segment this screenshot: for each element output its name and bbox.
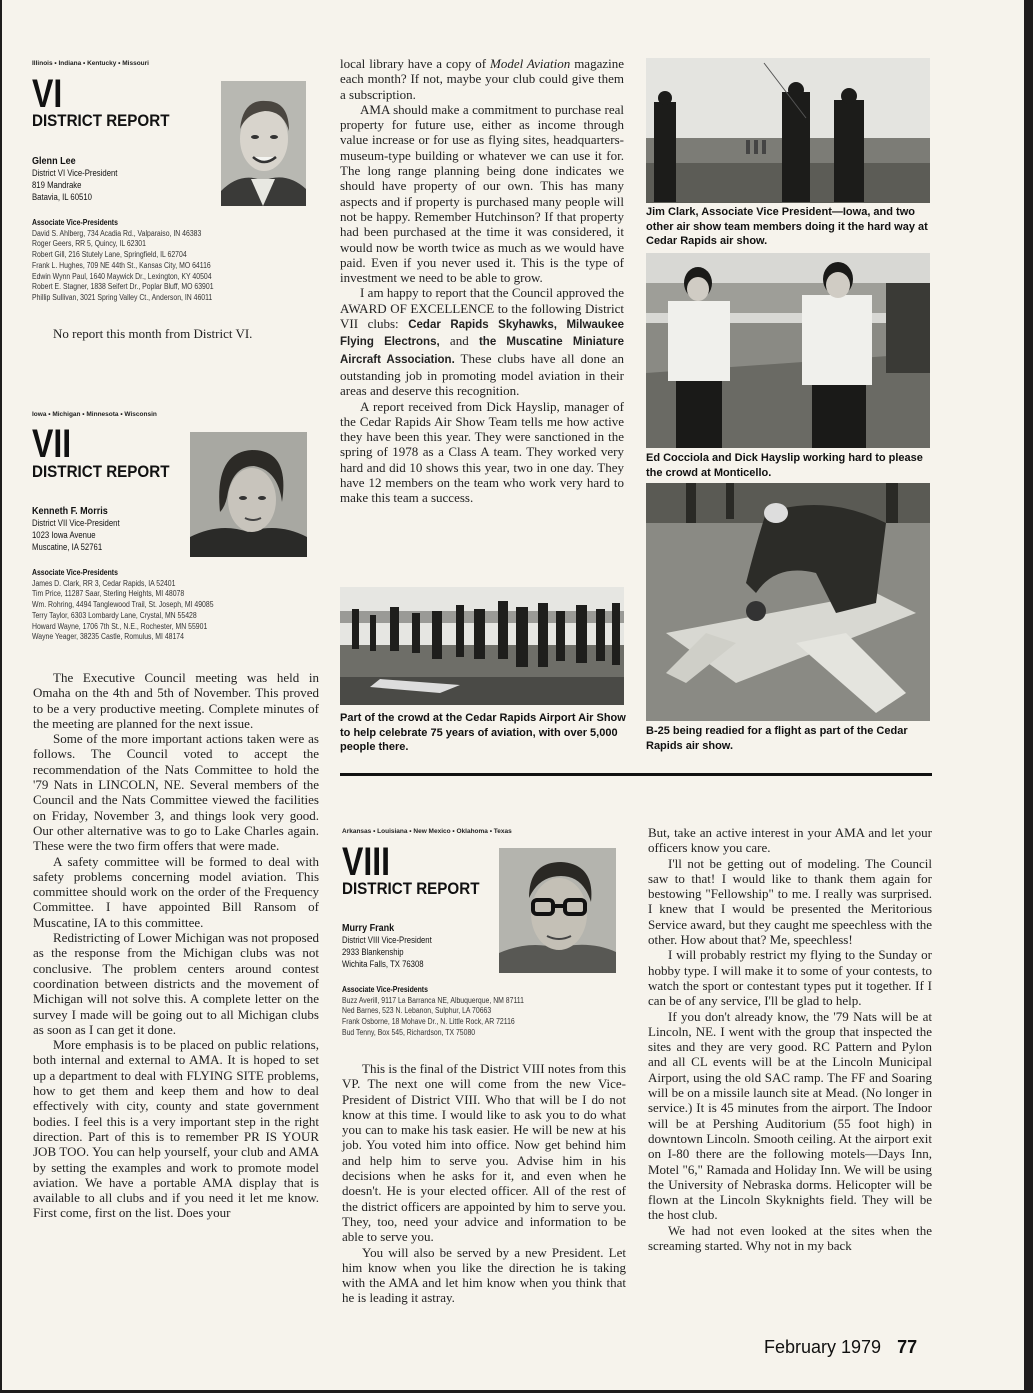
- assoc-vp: Wm. Rohring, 4494 Tanglewood Trail, St. Joseph, MI 49085: [32, 600, 214, 610]
- district-8-column-1: [342, 1061, 626, 1306]
- murry-frank-portrait: [499, 848, 616, 973]
- district-7-numeral: VII: [32, 422, 72, 466]
- air-show-crowd-photo: [340, 587, 624, 705]
- assoc-vp: David S. Ahlberg, 734 Acadia Rd., Valparaiso, IN 46383: [32, 228, 202, 238]
- district-6-vp-address2: Batavia, IL 60510: [32, 192, 92, 202]
- paragraph: I will probably restrict my flying to the Sunday or hobby type. I will make it to some of your contests, to watch the sport or contestant types put it together. If I can be of any service, I'll be glad to help.: [648, 947, 932, 1009]
- district-6-vp-title: District VI Vice-President: [32, 168, 118, 178]
- paragraph: Redistricting of Lower Michigan was not proposed as the response from the Michigan clubs was not conclusive. The problem centers around contest coordination between districts and the movement of Michigan will not solve this. A complete letter on the survey I made will be going out to all Michigan clubs as soon as I can get it done.: [33, 930, 319, 1037]
- paragraph: AMA should make a commitment to purchase real property for future use, either as income through value increase or for use as flying sites, headquarters-museum-type building or whatever we can use it for. The long range planning being done indicates we should have property of our own. This has many aspects and if property is purchased many people will not be happy. Remember Hutchinson? If that property had been purchased at the time it was considered, it would now be worth twice as much as we would have paid. Even if you never used it. This is the type of investment we need to be able to grow.: [340, 101, 624, 286]
- magazine-page: [2, 0, 1024, 1390]
- district-6-heading: DISTRICT REPORT: [32, 112, 170, 130]
- district-8-vp-block: [342, 922, 432, 970]
- district-8-assoc-heading: Associate Vice-Presidents: [342, 985, 428, 994]
- district-7-vp-address2: Muscatine, IA 52761: [32, 542, 103, 552]
- assoc-vp: Robert E. Stagner, 1838 Seifert Dr., Poplar Bluff, MO 63901: [32, 282, 214, 292]
- district-6-vp-name: Glenn Lee: [32, 155, 76, 167]
- page-number: 77: [897, 1337, 918, 1357]
- district-8-heading: DISTRICT REPORT: [342, 880, 480, 898]
- jim-clark-caption: Jim Clark, Associate Vice President—Iowa, and two other air show team members doing it the hard way at Cedar Rapids air show.: [646, 206, 928, 248]
- club-names: the Muscatine Miniature Aircraft Association.: [340, 336, 624, 366]
- district-8-vp-address2: Wichita Falls, TX 76308: [342, 959, 424, 969]
- issue-date: February 1979: [764, 1337, 882, 1357]
- district-7-vp-name: Kenneth F. Morris: [32, 505, 108, 517]
- assoc-vp: James D. Clark, RR 3, Cedar Rapids, IA 52401: [32, 578, 176, 588]
- assoc-vp: Edwin Wynn Paul, 1640 Maywick Dr., Lexington, KY 40504: [32, 271, 212, 281]
- paragraph: We had not even looked at the sites when the screaming started. Why not in my back: [648, 1222, 932, 1254]
- district-8-assoc-list: [342, 985, 524, 1039]
- paragraph: This is the final of the District VIII notes from this VP. The next one will come from the new Vice-President of District VIII. Who that will be I do not know at this time. I would like to ask you to do what you can to make his task easier. He will be new at his job. You voted him into office. Now get behind him and help him to serve you. Advise him in his decisions when he asks for it, and even when he doesn't. He is your elected officer. All of the rest of the district officers are appointed by him to serve you. They, too, need your advice and information to be able to serve you.: [342, 1061, 626, 1245]
- paragraph: The Executive Council meeting was held in Omaha on the 4th and 5th of November. This proved to be a very productive meeting. Complete minutes of the meeting are planned for the next issue.: [33, 670, 319, 731]
- assoc-vp: Buzz Averill, 9117 La Barranca NE, Albuquerque, NM 87111: [342, 995, 524, 1005]
- assoc-vp: Tim Price, 11287 Saar, Sterling Heights, MI 48078: [32, 589, 185, 599]
- paragraph: I am happy to report that the Council approved the AWARD OF EXCELLENCE to the following District VII clubs: Cedar Rapids Skyhawks, Milwaukee Flying Electrons, and the Muscatine Miniature Aircraft Association. These clubs have all done an outstanding job in promoting model aviation in their areas and deserve this recognition.: [340, 285, 624, 399]
- page-footer: [764, 1337, 917, 1358]
- district-6-vp-address1: 819 Mandrake: [32, 180, 82, 190]
- district-7-assoc-list: [32, 568, 214, 643]
- section-divider: [340, 773, 932, 776]
- paragraph: But, take an active interest in your AMA and let your officers know you care.: [648, 825, 932, 856]
- assoc-vp: Bud Tenny, Box 545, Richardson, TX 75080: [342, 1027, 476, 1037]
- assoc-vp: Robert Gill, 216 Stutely Lane, Springfield, IL 62704: [32, 250, 187, 260]
- district-6-vp-block: [32, 155, 117, 203]
- assoc-vp: Roger Geers, RR 5, Quincy, IL 62301: [32, 239, 146, 249]
- district-8-vp-title: District VIII Vice-President: [342, 935, 432, 945]
- assoc-vp: Terry Taylor, 6303 Lombardy Lane, Crystal, MN 55428: [32, 610, 197, 620]
- cocciola-hayslip-photo: [646, 253, 930, 448]
- district-7-vp-address1: 1023 Iowa Avenue: [32, 530, 96, 540]
- district-8-states: Arkansas • Louisiana • New Mexico • Oklahoma • Texas: [342, 828, 512, 835]
- district-6-states: Illinois • Indiana • Kentucky • Missouri: [32, 60, 149, 67]
- paragraph: More emphasis is to be placed on public relations, both internal and external to AMA. It is hoped to set up a department to deal with FLYING SITE problems, how to get them and keep them and how to deal effectively with city, county and state government bodies. I feel this is a very important step in the right direction. Part of this is to remember PR IS YOUR JOB TOO. You can help yourself, your club and AMA by setting the examples and work to promote model aviation. We have a portable AMA display that is available to all clubs and if you need it let me know. First come, first on the list. Does your: [33, 1037, 319, 1221]
- jim-clark-photo: [646, 58, 930, 203]
- paragraph: You will also be served by a new President. Let him know when you like the direction he is taking with the AMA and let him know when you think that he is leading it astray.: [342, 1244, 626, 1306]
- district-7-heading: DISTRICT REPORT: [32, 463, 170, 481]
- paragraph: If you don't already know, the '79 Nats will be at Lincoln, NE. I went with the group that inspected the sites and they are very good. RC Pattern and Pylon and all CL events will be at the Lincoln Municipal Airport, using the old SAC ramp. The FF and Soaring will be on a missile launch site at Mead. (No longer in service.) It is 45 minutes from the airport. The Indoor will be at Pershing Auditorium (55 foot high) in downtown Lincoln. Smooth ceiling. At the airport exit on I-80 there are the following motels—Days Inn, Motel "6," Ramada and Holiday Inn. We will be using the University of Nebraska dorms. Helicopter will be flown at the Lincoln Skyknights field. They will be the host club.: [648, 1008, 932, 1223]
- district-7-vp-block: [32, 505, 120, 553]
- district-8-numeral: VIII: [342, 840, 391, 884]
- district-7-vp-title: District VII Vice-President: [32, 518, 120, 528]
- club-names: Cedar Rapids Skyhawks, Milwaukee Flying Electrons,: [340, 319, 624, 349]
- district-6-numeral: VI: [32, 72, 63, 116]
- paragraph: local library have a copy of Model Aviation magazine each month? If not, maybe your club could give them a subscription.: [340, 56, 624, 102]
- district-8-column-2: [648, 825, 932, 1253]
- district-6-no-report: No report this month from District VI.: [53, 326, 253, 341]
- assoc-vp: Frank L. Hughes, 709 NE 44th St., Kansas City, MO 64116: [32, 260, 211, 270]
- district-7-column-1: [33, 670, 319, 1221]
- paragraph: I'll not be getting out of modeling. The Council saw to that! I would like to thank them again for bestowing "Fellowship" to me. I really was surprised. I knew that I would be presented the Meritorious Service award, but they caught me speechless with the other. How about that? Me, speechless!: [648, 855, 932, 948]
- district-7-assoc-heading: Associate Vice-Presidents: [32, 568, 118, 577]
- district-6-assoc-list: [32, 218, 214, 304]
- district-7-column-2: [340, 56, 624, 506]
- district-8-vp-name: Murry Frank: [342, 922, 395, 934]
- paragraph: Some of the more important actions taken were as follows. The Council voted to accept the recommendation of the Nats Committee to hold the '79 Nats in LINCOLN, NE. Several members of the Council and the Nats Committee viewed the facilities on Friday, November 3, and things look very good. Our other alternative was to go to Lake Charles again. These were the two firm offers that were made.: [33, 731, 319, 854]
- district-6-assoc-heading: Associate Vice-Presidents: [32, 218, 118, 227]
- cocciola-caption: Ed Cocciola and Dick Hayslip working hard to please the crowd at Monticello.: [646, 452, 923, 479]
- district-7-states: Iowa • Michigan • Minnesota • Wisconsin: [32, 411, 157, 418]
- b25-model-photo: [646, 483, 930, 721]
- district-8-vp-address1: 2933 Blankenship: [342, 947, 404, 957]
- paragraph: A safety committee will be formed to deal with safety problems concerning model aviation. This committee should work on the order of the Frequency Committee. I have appointed Bill Ransom of Muscatine, IA to this committee.: [33, 853, 319, 930]
- assoc-vp: Wayne Yeager, 38235 Castle, Romulus, MI 48174: [32, 632, 184, 642]
- crowd-photo-caption: Part of the crowd at the Cedar Rapids Airport Air Show to help celebrate 75 years of aviation, with over 5,000 people there.: [340, 712, 626, 754]
- kenneth-morris-portrait: [190, 432, 307, 557]
- assoc-vp: Ned Barnes, 523 N. Lebanon, Sulphur, LA 70663: [342, 1006, 492, 1016]
- assoc-vp: Howard Wayne, 1706 7th St., N.E., Rochester, MN 55901: [32, 621, 208, 631]
- assoc-vp: Phillip Sullivan, 3021 Spring Valley Ct., Anderson, IN 46011: [32, 292, 213, 302]
- glenn-lee-portrait: [221, 81, 306, 206]
- b25-caption: B-25 being readied for a flight as part of the Cedar Rapids air show.: [646, 725, 908, 752]
- assoc-vp: Frank Osborne, 18 Mohave Dr., N. Little Rock, AR 72116: [342, 1017, 515, 1027]
- paragraph: A report received from Dick Hayslip, manager of the Cedar Rapids Air Show Team tells me how active they have been this year. They were sanctioned in the spring of 1978 as a Class A team. They worked very hard and did 10 shows this year, two in one day. They have 12 members on the team who work very hard to make this team a success.: [340, 398, 624, 506]
- model-aviation-title: Model Aviation: [490, 56, 571, 71]
